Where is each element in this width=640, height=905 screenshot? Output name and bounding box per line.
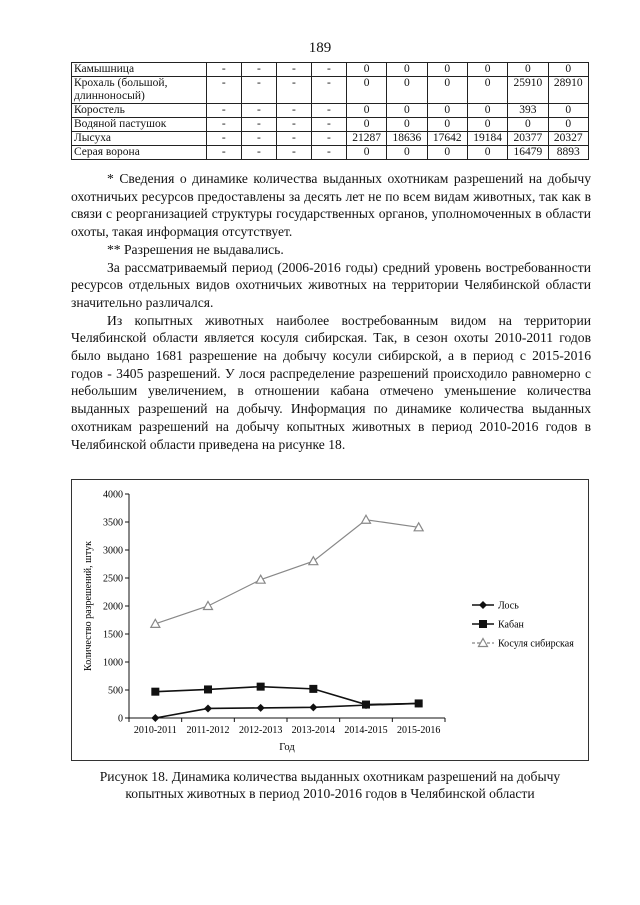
table-cell: 0 bbox=[346, 77, 386, 104]
table-cell: 0 bbox=[467, 63, 507, 77]
page-number: 189 bbox=[308, 40, 332, 56]
table-cell: - bbox=[241, 104, 276, 118]
footnote-paragraph: ** Разрешения не выдавались. bbox=[107, 241, 284, 257]
table-cell: 0 bbox=[548, 104, 588, 118]
table-cell: 0 bbox=[387, 146, 427, 160]
table-cell: 0 bbox=[346, 146, 386, 160]
y-axis-label: Количество разрешений, штук bbox=[83, 541, 94, 671]
species-name: Серая ворона bbox=[72, 146, 207, 160]
series-square bbox=[151, 683, 422, 709]
table-cell: 0 bbox=[427, 77, 467, 104]
table-cell: 0 bbox=[387, 77, 427, 104]
chart-axes bbox=[129, 494, 445, 718]
table-cell: 0 bbox=[346, 104, 386, 118]
table-cell: - bbox=[276, 132, 311, 146]
table-cell: 393 bbox=[508, 104, 548, 118]
table-cell: - bbox=[311, 104, 346, 118]
table-row bbox=[72, 63, 589, 77]
table-cell: 21287 bbox=[346, 132, 386, 146]
data-point bbox=[151, 688, 159, 696]
body-paragraph: Из копытных животных наиболее востребованным видом на территории Челябинской области является косуля сибирская. Так, в сезон охоты 2010-2011 годов было выдано 1681 разрешение на добычу косули сибирской, а в период с 2015-2016 годов - 3405 разрешений. У лося распределение разрешений происходило равномерно с небольшим увеличением, в отношении кабана отмечено уменьшение количества выданных разрешений на добычу. Информация по динамике количества выданных охотникам разрешений на добычу копытных животных в период 2010-2016 годов в Челябинской области приведена на рисунке 18. bbox=[71, 312, 591, 452]
table-cell: 0 bbox=[387, 104, 427, 118]
table-cell: - bbox=[241, 146, 276, 160]
y-tick-label: 3000 bbox=[103, 545, 123, 557]
x-tick-label: 2011-2012 bbox=[186, 725, 230, 736]
table-cell: - bbox=[276, 77, 311, 104]
data-point bbox=[204, 704, 212, 712]
table-row bbox=[72, 104, 589, 118]
hunting-permits-table bbox=[71, 62, 589, 160]
species-name: Камышница bbox=[72, 63, 207, 77]
data-point bbox=[257, 683, 265, 691]
data-point bbox=[362, 701, 370, 709]
table-cell: 18636 bbox=[387, 132, 427, 146]
caption-line: Рисунок 18. Динамика количества выданных охотникам разрешений на добычу bbox=[99, 769, 561, 784]
table-cell: 16479 bbox=[508, 146, 548, 160]
table-row bbox=[72, 132, 589, 146]
table-cell: - bbox=[276, 118, 311, 132]
permits-line-chart bbox=[71, 479, 589, 761]
table-cell: - bbox=[276, 146, 311, 160]
body-text-top bbox=[71, 170, 591, 453]
data-point bbox=[151, 714, 159, 722]
table-cell: 20377 bbox=[508, 132, 548, 146]
y-tick-label: 0 bbox=[118, 713, 123, 725]
table-cell: - bbox=[311, 63, 346, 77]
table-cell: 0 bbox=[346, 118, 386, 132]
table-cell: 0 bbox=[467, 104, 507, 118]
table-cell: 0 bbox=[548, 63, 588, 77]
table-cell: 0 bbox=[427, 118, 467, 132]
table-cell: - bbox=[311, 77, 346, 104]
x-ticks bbox=[129, 718, 445, 736]
table-cell: - bbox=[276, 104, 311, 118]
legend-label: Кабан bbox=[498, 619, 524, 631]
table-cell: - bbox=[311, 132, 346, 146]
species-name: Коростель bbox=[72, 104, 207, 118]
table-cell: - bbox=[241, 77, 276, 104]
table-cell: 0 bbox=[427, 104, 467, 118]
legend-label: Лось bbox=[498, 600, 519, 612]
x-tick-label: 2010-2011 bbox=[133, 725, 177, 736]
table-cell: - bbox=[241, 118, 276, 132]
series-line bbox=[155, 687, 418, 705]
table-cell: 25910 bbox=[508, 77, 548, 104]
data-point bbox=[415, 699, 423, 707]
x-axis-label: Год bbox=[279, 742, 295, 753]
table-cell: - bbox=[206, 132, 241, 146]
table-cell: - bbox=[241, 132, 276, 146]
species-name: Водяной пастушок bbox=[72, 118, 207, 132]
data-point bbox=[204, 602, 213, 610]
table-cell: 0 bbox=[508, 118, 548, 132]
table-cell: - bbox=[311, 118, 346, 132]
legend-label: Косуля сибирская bbox=[498, 638, 574, 650]
table-cell: 0 bbox=[467, 77, 507, 104]
chart-legend bbox=[472, 601, 574, 650]
x-tick-label: 2014-2015 bbox=[344, 725, 388, 736]
table-cell: - bbox=[241, 63, 276, 77]
data-point bbox=[257, 704, 265, 712]
series-triangle bbox=[151, 515, 423, 627]
figure-caption bbox=[71, 768, 589, 802]
data-point bbox=[309, 685, 317, 693]
table-cell: 0 bbox=[387, 63, 427, 77]
table-cell: - bbox=[206, 146, 241, 160]
x-tick-label: 2013-2014 bbox=[291, 725, 336, 736]
table-cell: 0 bbox=[467, 146, 507, 160]
table-cell: - bbox=[206, 77, 241, 104]
y-ticks bbox=[103, 490, 129, 725]
table-row bbox=[72, 146, 589, 160]
table-cell: - bbox=[206, 118, 241, 132]
body-paragraph: За рассматриваемый период (2006-2016 годы) средний уровень востребованности ресурсов отдельных видов охотничьих животных на территории Челябинской области значительно различался. bbox=[71, 259, 591, 310]
y-tick-label: 500 bbox=[108, 685, 123, 697]
series-line bbox=[155, 520, 418, 624]
data-point bbox=[362, 515, 371, 523]
y-tick-label: 2500 bbox=[103, 573, 123, 585]
series-line bbox=[155, 703, 418, 718]
legend-marker bbox=[479, 620, 487, 628]
table-cell: 17642 bbox=[427, 132, 467, 146]
legend-marker bbox=[479, 601, 487, 609]
table-cell: 19184 bbox=[467, 132, 507, 146]
chart-svg bbox=[72, 480, 590, 762]
table-row bbox=[72, 77, 589, 104]
table-cell: 0 bbox=[427, 63, 467, 77]
caption-line: копытных животных в период 2010-2016 годов в Челябинской области bbox=[125, 786, 535, 801]
table-cell: 0 bbox=[387, 118, 427, 132]
table-cell: - bbox=[276, 63, 311, 77]
table-cell: 0 bbox=[508, 63, 548, 77]
y-tick-label: 4000 bbox=[103, 489, 123, 501]
table-cell: 0 bbox=[467, 118, 507, 132]
chart-series bbox=[151, 515, 423, 722]
table-cell: 0 bbox=[427, 146, 467, 160]
data-point bbox=[309, 703, 317, 711]
table-cell: 20327 bbox=[548, 132, 588, 146]
y-tick-label: 2000 bbox=[103, 601, 123, 613]
footnote-paragraph: * Сведения о динамике количества выданных охотникам разрешений на добычу охотничьих ресурсов предоставлены за десять лет не по всем видам животных, так как в связи с реорганизацией структуры государственных органов, уполномоченных в области охоты, такая информация отсутствует. bbox=[71, 171, 591, 240]
table-cell: - bbox=[206, 63, 241, 77]
y-tick-label: 3500 bbox=[103, 517, 123, 529]
table-cell: 0 bbox=[346, 63, 386, 77]
species-name: Лысуха bbox=[72, 132, 207, 146]
y-tick-label: 1500 bbox=[103, 629, 123, 641]
species-name: Крохаль (большой, длинноносый) bbox=[72, 77, 207, 104]
table-cell: 28910 bbox=[548, 77, 588, 104]
x-tick-label: 2015-2016 bbox=[396, 725, 441, 736]
table-cell: - bbox=[206, 104, 241, 118]
data-point bbox=[204, 685, 212, 693]
table-cell: - bbox=[311, 146, 346, 160]
y-tick-label: 1000 bbox=[103, 657, 123, 669]
table-cell: 0 bbox=[548, 118, 588, 132]
table-cell: 8893 bbox=[548, 146, 588, 160]
data-point bbox=[309, 557, 318, 565]
x-tick-label: 2012-2013 bbox=[238, 725, 283, 736]
table-row bbox=[72, 118, 589, 132]
